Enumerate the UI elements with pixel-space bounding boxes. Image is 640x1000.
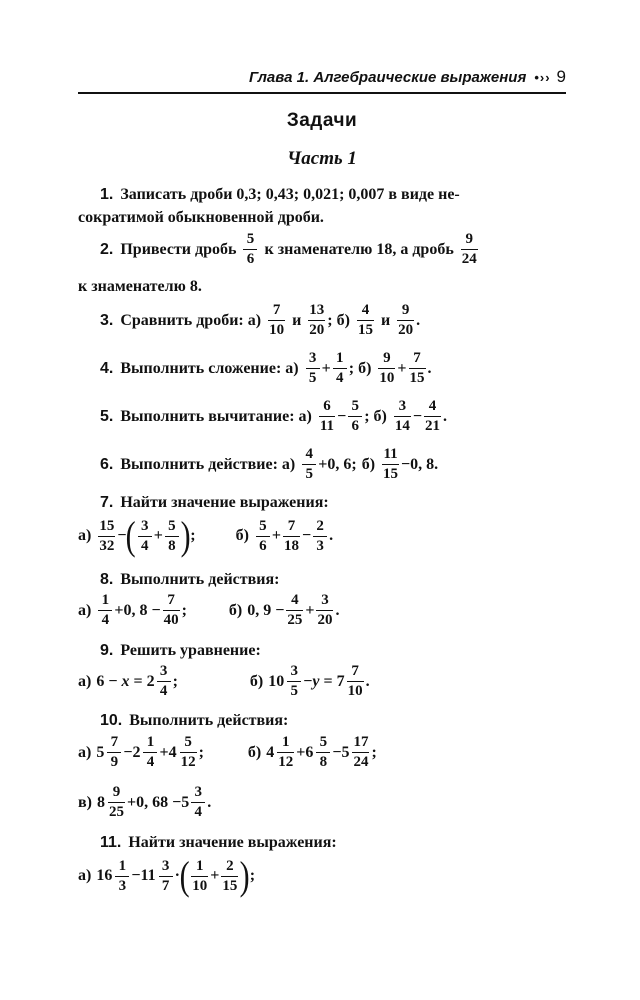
item-label: б) <box>228 601 243 619</box>
problem-6 <box>78 446 438 483</box>
fraction: $\frac{1}{4}$ <box>333 350 347 387</box>
fraction: $\frac{1}{3}$ <box>115 858 129 895</box>
expression-text: +0, 68 −5 <box>126 793 190 811</box>
punctuation: . <box>416 311 421 329</box>
fraction: $\frac{9}{20}$ <box>398 302 414 338</box>
operator: − <box>303 672 313 690</box>
problem-text: Привести дробь <box>120 240 237 258</box>
expression-text: 0, 9 − <box>247 601 285 619</box>
fraction: $\frac{9}{24}$ <box>461 231 477 267</box>
problem-4 <box>78 350 432 387</box>
fraction: $\frac{11}{15}$ <box>383 446 399 482</box>
operator: − <box>337 407 347 425</box>
problem-text: Решить уравнение: <box>120 642 261 659</box>
punctuation: ; <box>249 867 256 884</box>
fraction: $\frac{3}{14}$ <box>394 398 410 434</box>
fraction: $\frac{5}{12}$ <box>180 734 196 770</box>
fraction: $\frac{3}{7}$ <box>159 858 173 895</box>
whole-part: 16 <box>96 867 113 884</box>
operator: + <box>153 527 163 544</box>
problem-2-continued <box>78 278 202 296</box>
conjunction: и <box>380 311 391 329</box>
problem-number: 2. <box>100 240 114 258</box>
fraction: $\frac{17}{24}$ <box>353 734 369 770</box>
item-label: а) <box>78 601 92 619</box>
variable: x <box>121 672 130 690</box>
operator: + <box>271 527 282 544</box>
problem-5 <box>78 398 447 435</box>
problem-text: к знаменателю 8. <box>78 278 202 295</box>
item-label: б) <box>249 672 264 690</box>
problem-text: Записать дроби 0,3; 0,43; 0,021; 0,007 в виде не- <box>120 186 460 203</box>
item-label: а) <box>78 743 92 761</box>
item-label: б) <box>247 743 262 761</box>
punctuation: ; <box>181 601 187 619</box>
page-number: 9 <box>556 67 566 86</box>
fraction: $\frac{7}{40}$ <box>163 592 179 628</box>
problem-text: ; б) <box>327 311 350 329</box>
problem-number: 6. <box>100 455 114 473</box>
problem-text: Выполнить действия: <box>120 571 280 588</box>
right-paren: ) <box>240 853 251 898</box>
problem-number: 4. <box>100 359 114 377</box>
problem-text: Выполнить действия: <box>129 712 289 729</box>
punctuation: . <box>427 359 432 377</box>
operator: + <box>397 359 407 377</box>
variable: y <box>312 672 320 690</box>
item-label: а) <box>78 867 92 884</box>
part-title: Часть 1 <box>287 148 357 169</box>
punctuation: . <box>207 793 212 811</box>
whole-part: 10 <box>268 672 285 690</box>
problem-text: Найти значение выражения: <box>120 494 329 511</box>
punctuation: . <box>442 407 447 425</box>
fraction: $\frac{5}{8}$ <box>165 518 179 555</box>
whole-part: −2 <box>123 743 141 761</box>
problem-text: Найти значение выражения: <box>128 834 337 851</box>
expression-text: 6 − <box>96 672 122 690</box>
fraction: $\frac{1}{12}$ <box>278 734 294 770</box>
operator: − <box>117 527 127 544</box>
fraction: $\frac{4}{21}$ <box>424 398 440 434</box>
problem-7 <box>78 494 329 512</box>
right-paren: ) <box>180 513 191 558</box>
operator: + <box>210 867 220 884</box>
problem-10-expressions-ab <box>78 734 377 771</box>
punctuation: ; <box>198 743 204 761</box>
conjunction: и <box>292 311 302 329</box>
fraction: $\frac{3}{20}$ <box>317 592 333 628</box>
fraction: $\frac{7}{18}$ <box>284 517 300 554</box>
problem-1 <box>78 186 460 204</box>
operator: + <box>321 359 331 377</box>
problem-text: к знаменателю 18, а дробь <box>264 240 454 258</box>
expression-text: = 2 <box>129 672 155 690</box>
item-label: а) <box>78 672 92 690</box>
problem-text: ; б) <box>348 359 372 377</box>
fraction: $\frac{15}{32}$ <box>99 517 115 554</box>
fraction: $\frac{1}{4}$ <box>98 592 112 629</box>
fraction: $\frac{9}{25}$ <box>108 784 124 820</box>
fraction: $\frac{7}{10}$ <box>269 302 285 338</box>
punctuation: ; <box>371 743 377 761</box>
problem-text: Сравнить дроби: а) <box>120 311 262 329</box>
operator: + <box>305 601 315 619</box>
problem-7-expressions <box>78 513 334 558</box>
fraction: $\frac{4}{25}$ <box>287 592 303 628</box>
section-title: Задачи <box>286 110 358 131</box>
whole-part: −11 <box>131 867 156 884</box>
operator: − <box>302 527 312 544</box>
fraction: $\frac{1}{4}$ <box>143 734 157 771</box>
fraction: $\frac{4}{5}$ <box>302 446 316 483</box>
problem-8-expressions <box>78 592 339 629</box>
whole-part: 4 <box>266 743 275 761</box>
item-label: б) <box>361 455 376 473</box>
problem-3 <box>78 302 420 339</box>
whole-part: −5 <box>332 743 350 761</box>
operator: · <box>174 867 180 884</box>
left-paren: ( <box>126 513 137 558</box>
problem-text: Выполнить сложение: а) <box>120 359 299 377</box>
problem-2 <box>78 231 480 268</box>
fraction: $\frac{2}{3}$ <box>313 518 327 555</box>
fraction: $\frac{3}{5}$ <box>287 663 301 700</box>
fraction: $\frac{3}{5}$ <box>306 350 320 387</box>
problem-8 <box>78 571 279 589</box>
problem-9 <box>78 642 261 660</box>
chapter-title: Глава 1. Алгебраические выражения <box>248 69 527 86</box>
punctuation: ; <box>190 527 196 544</box>
problem-1-continued <box>78 209 324 227</box>
problem-text: Выполнить действие: а) <box>120 455 296 473</box>
fraction: $\frac{9}{10}$ <box>379 350 395 386</box>
problem-10 <box>78 712 288 730</box>
problem-11-expression-a <box>78 853 256 898</box>
problem-number: 8. <box>100 571 114 588</box>
expression-text: +0, 8 − <box>114 601 161 619</box>
fraction: $\frac{5}{6}$ <box>243 231 257 268</box>
operator: − <box>412 407 422 425</box>
punctuation: . <box>329 527 334 544</box>
fraction: $\frac{7}{9}$ <box>107 734 121 771</box>
punctuation: . <box>365 672 370 690</box>
fraction: $\frac{5}{6}$ <box>256 518 270 555</box>
fraction: $\frac{6}{11}$ <box>319 398 335 434</box>
fraction: $\frac{7}{15}$ <box>409 350 425 386</box>
whole-part: +6 <box>296 743 314 761</box>
expression-text: = 7 <box>319 672 345 690</box>
problem-number: 11. <box>100 834 122 851</box>
expression-text: −0, 8. <box>401 455 439 473</box>
problem-11 <box>78 834 337 852</box>
header-separator: •›› <box>534 70 551 85</box>
fraction: $\frac{5}{8}$ <box>316 734 330 771</box>
fraction: $\frac{3}{4}$ <box>138 518 152 555</box>
fraction: $\frac{3}{4}$ <box>157 663 171 700</box>
problem-number: 7. <box>100 494 114 511</box>
fraction: $\frac{13}{20}$ <box>309 302 325 338</box>
fraction: $\frac{4}{15}$ <box>357 302 373 338</box>
whole-part: +4 <box>159 743 177 761</box>
problem-text: Выполнить вычитание: а) <box>120 407 312 425</box>
left-paren: ( <box>179 853 190 898</box>
running-header <box>78 64 566 94</box>
expression-text: +0, 6; <box>318 455 357 473</box>
item-label: в) <box>78 793 92 811</box>
whole-part: 5 <box>96 743 105 761</box>
problem-number: 5. <box>100 407 114 425</box>
problem-text: сократимой обыкновенной дроби. <box>78 209 324 226</box>
fraction: $\frac{3}{4}$ <box>191 784 205 821</box>
problem-9-equations <box>78 663 370 700</box>
item-label: б) <box>235 527 249 544</box>
problem-number: 9. <box>100 642 114 659</box>
whole-part: 8 <box>96 793 105 811</box>
problem-number: 1. <box>100 186 114 203</box>
problem-10-expression-c <box>78 784 211 821</box>
problem-number: 10. <box>100 712 123 729</box>
problem-number: 3. <box>100 311 114 329</box>
punctuation: ; <box>172 672 178 690</box>
item-label: а) <box>78 527 92 544</box>
fraction: $\frac{5}{6}$ <box>348 398 362 435</box>
fraction: $\frac{2}{15}$ <box>222 857 238 894</box>
fraction: $\frac{7}{10}$ <box>347 663 363 699</box>
fraction: $\frac{1}{10}$ <box>192 857 208 894</box>
problem-text: ; б) <box>364 407 387 425</box>
punctuation: . <box>335 601 340 619</box>
